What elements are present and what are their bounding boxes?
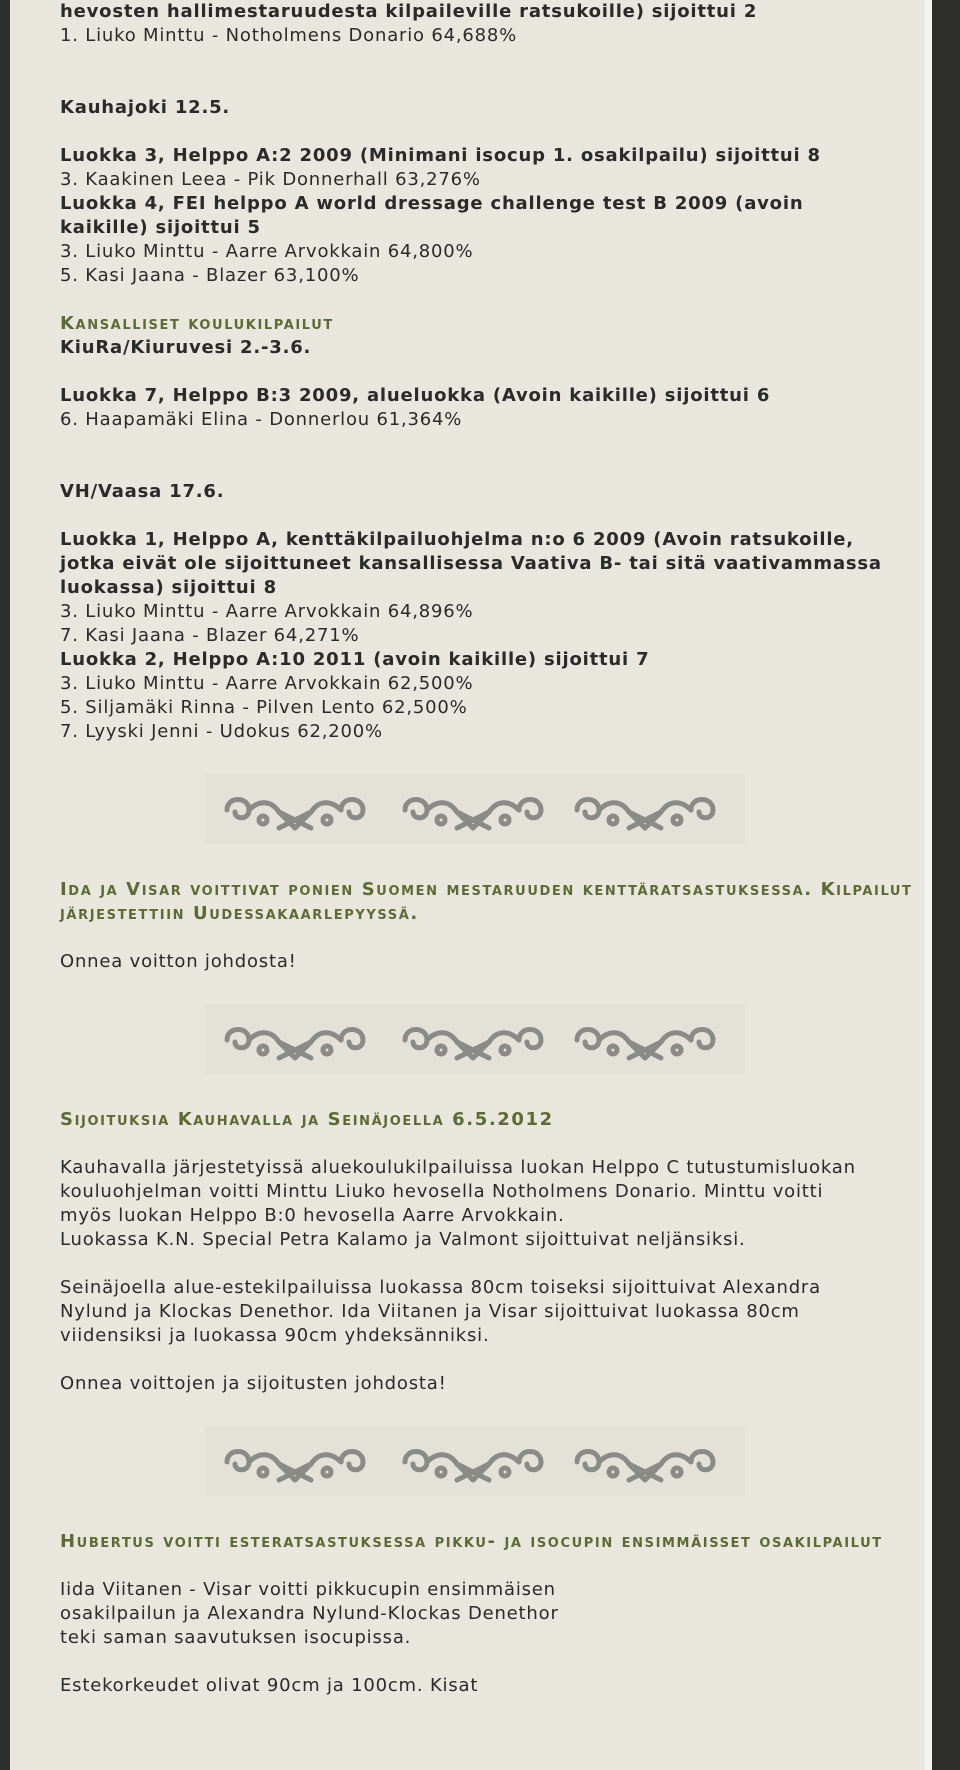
bold-text-line: Luokka 1, Helppo A, kenttäkilpailuohjelma n:o 6 2009 (Avoin ratsukoille, <box>60 529 854 550</box>
section-heading: Hubertus voitti esteratsastuksessa pikku- ja isocupin ensimmäisset osakilpailut <box>60 1531 883 1552</box>
text-line: 3. Liuko Minttu - Aarre Arvokkain 64,896% <box>60 601 474 622</box>
bold-text-line: hevosten hallimestaruudesta kilpaileville ratsukoille) sijoittui 2 <box>60 1 758 22</box>
text-line: Seinäjoella alue-estekilpailuissa luokassa 80cm toiseksi sijoittuivat Alexandra <box>60 1277 821 1298</box>
spacer <box>60 120 910 144</box>
spacer <box>60 1650 910 1674</box>
text-line: Nylund ja Klockas Denethor. Ida Viitanen ja Visar sijoittuivat luokassa 80cm <box>60 1301 800 1322</box>
scroll-ornament-divider <box>205 774 745 844</box>
text-line: kouluohjelman voitti Minttu Liuko hevosella Notholmens Donario. Minttu voitti <box>60 1181 824 1202</box>
bold-text-line: KiuRa/Kiuruvesi 2.-3.6. <box>60 337 312 358</box>
spacer <box>60 432 910 480</box>
text-line: Iida Viitanen - Visar voitti pikkucupin ensimmäisen <box>60 1579 556 1600</box>
spacer <box>60 1348 910 1372</box>
scroll-ornament-divider <box>205 1004 745 1074</box>
text-line: Luokassa K.N. Special Petra Kalamo ja Valmont sijoittuivat neljänsiksi. <box>60 1229 746 1250</box>
text-line: 1. Liuko Minttu - Notholmens Donario 64,688% <box>60 25 518 46</box>
bold-text-line: Kauhajoki 12.5. <box>60 97 231 118</box>
section-heading: Ida ja Visar voittivat ponien Suomen mestaruuden kenttäratsastuksessa. Kilpailut <box>60 879 913 900</box>
spacer <box>60 1132 910 1156</box>
bold-text-line: Luokka 2, Helppo A:10 2011 (avoin kaikille) sijoittui 7 <box>60 649 650 670</box>
bold-text-line: Luokka 7, Helppo B:3 2009, alueluokka (Avoin kaikille) sijoittui 6 <box>60 385 771 406</box>
bold-text-line: Luokka 3, Helppo A:2 2009 (Minimani isocup 1. osakilpailu) sijoittui 8 <box>60 145 821 166</box>
article-content <box>60 0 913 1698</box>
bold-text-line: kaikille) sijoittui 5 <box>60 217 261 238</box>
spacer <box>60 926 910 950</box>
text-line: 7. Lyyski Jenni - Udokus 62,200% <box>60 721 383 742</box>
bold-text-line: Luokka 4, FEI helppo A world dressage challenge test B 2009 (avoin <box>60 193 804 214</box>
section-heading: järjestettiin Uudessakaarlepyyssä. <box>60 903 419 924</box>
text-line: myös luokan Helppo B:0 hevosella Aarre Arvokkain. <box>60 1205 565 1226</box>
spacer <box>60 1554 910 1578</box>
spacer <box>60 1252 910 1276</box>
bold-text-line: luokassa) sijoittui 8 <box>60 577 277 598</box>
spacer <box>60 504 910 528</box>
spacer <box>60 288 910 312</box>
text-line: 7. Kasi Jaana - Blazer 64,271% <box>60 625 360 646</box>
text-line: Kauhavalla järjestetyissä aluekoulukilpailuissa luokan Helppo C tutustumisluokan <box>60 1157 856 1178</box>
text-line: viidensiksi ja luokassa 90cm yhdeksänniksi. <box>60 1325 490 1346</box>
spacer <box>60 48 910 96</box>
scroll-ornament-divider <box>205 1426 745 1496</box>
bold-text-line: VH/Vaasa 17.6. <box>60 481 225 502</box>
text-line: osakilpailun ja Alexandra Nylund-Klockas Denethor <box>60 1603 559 1624</box>
text-line: 3. Liuko Minttu - Aarre Arvokkain 62,500% <box>60 673 474 694</box>
text-line: teki saman saavutuksen isocupissa. <box>60 1627 412 1648</box>
section-heading: Kansalliset koulukilpailut <box>60 313 334 334</box>
bold-text-line: jotka eivät ole sijoittuneet kansallisessa Vaativa B- tai sitä vaativammassa <box>60 553 882 574</box>
section-heading: Sijoituksia Kauhavalla ja Seinäjoella 6.5.2012 <box>60 1109 554 1130</box>
text-line: 3. Liuko Minttu - Aarre Arvokkain 64,800% <box>60 241 474 262</box>
text-line: Onnea voittojen ja sijoitusten johdosta! <box>60 1373 447 1394</box>
text-line: 6. Haapamäki Elina - Donnerlou 61,364% <box>60 409 463 430</box>
text-line: 5. Siljamäki Rinna - Pilven Lento 62,500% <box>60 697 468 718</box>
right-border <box>925 0 932 1770</box>
text-line: 5. Kasi Jaana - Blazer 63,100% <box>60 265 360 286</box>
text-line: 3. Kaakinen Leea - Pik Donnerhall 63,276% <box>60 169 481 190</box>
text-line: Onnea voitton johdosta! <box>60 951 297 972</box>
text-line: Estekorkeudet olivat 90cm ja 100cm. Kisat <box>60 1675 479 1696</box>
spacer <box>60 360 910 384</box>
